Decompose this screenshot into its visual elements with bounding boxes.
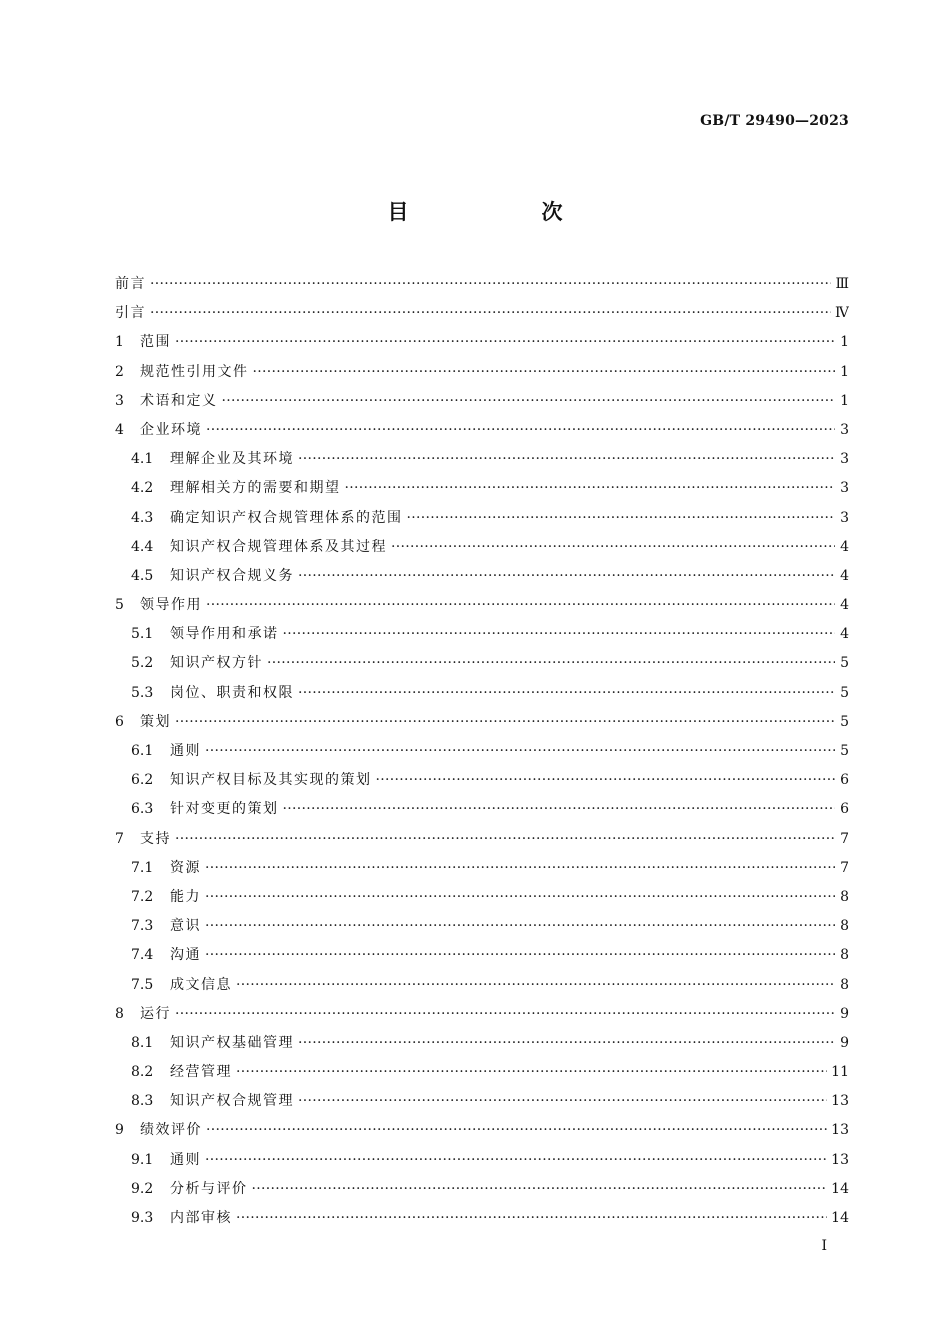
toc-entry-page: 8 [840,947,849,964]
toc-entry-label: 术语和定义 [140,392,218,409]
toc-entry-number: 8.2 [131,1064,154,1081]
toc-dot-leader [150,299,831,328]
toc-dot-leader [222,387,836,416]
toc-entry-number: 7.3 [131,918,154,935]
toc-entry-page: 5 [840,684,849,701]
toc-entry[interactable] [115,445,849,474]
toc-dot-leader [376,766,836,795]
toc-entry-number: 7.1 [131,859,154,876]
toc-entry[interactable] [115,416,849,445]
toc-entry-page: 11 [831,1064,849,1081]
toc-entry-label: 运行 [140,1005,171,1022]
toc-entry-number: 3 [115,392,124,409]
toc-entry-label: 分析与评价 [170,1180,248,1197]
toc-dot-leader [283,620,836,649]
toc-dot-leader [205,941,835,970]
toc-entry[interactable] [115,1146,849,1175]
toc-dot-leader [298,1029,835,1058]
toc-entry-page: 3 [840,480,849,497]
toc-entry[interactable] [115,1029,849,1058]
toc-entry-label: 确定知识产权合规管理体系的范围 [170,509,403,526]
toc-entry[interactable] [115,737,849,766]
toc-entry-page: 14 [831,1210,849,1226]
toc-entry-number: 5.1 [131,626,154,643]
toc-entry-label: 通则 [170,743,201,759]
toc-dot-leader [206,416,835,445]
toc-dot-leader [298,1087,827,1116]
toc-entry-page: 5 [840,655,849,672]
toc-entry-label: 规范性引用文件 [140,363,249,380]
toc-entry-label: 经营管理 [170,1064,232,1081]
toc-entry-page: 8 [840,976,849,993]
toc-entry-label: 理解相关方的需要和期望 [170,480,341,497]
toc-entry-page: 4 [840,626,849,643]
toc-entry-label: 知识产权合规管理 [170,1093,294,1110]
toc-dot-leader [236,971,835,1000]
toc-entry[interactable] [115,941,849,970]
toc-entry-page: 1 [840,363,849,380]
toc-entry-page: 13 [831,1122,849,1139]
toc-entry-label: 成文信息 [170,976,232,993]
toc-entry-label: 岗位、职责和权限 [170,684,294,701]
toc-entry-number: 4.5 [131,567,154,584]
toc-entry-number: 4 [115,421,124,438]
toc-entry[interactable] [115,854,849,883]
toc-dot-leader [205,1146,827,1175]
toc-entry-number: 7.2 [131,888,154,905]
toc-entry-label: 知识产权方针 [170,655,263,672]
toc-dot-leader [175,1000,835,1029]
toc-entry-number: 7.4 [131,947,154,964]
toc-entry[interactable] [115,1058,849,1087]
table-of-contents [115,270,849,1233]
toc-dot-leader [298,562,835,591]
toc-entry-label: 资源 [170,859,201,876]
toc-entry-number: 5 [115,597,124,614]
toc-entry-page: 4 [840,597,849,614]
toc-entry-page: 13 [831,1151,849,1168]
toc-entry-label: 引言 [115,305,146,322]
page-number: Ⅰ [821,1238,827,1254]
toc-entry-number: 8 [115,1005,124,1022]
toc-entry[interactable] [115,504,849,533]
toc-entry[interactable] [115,474,849,503]
toc-entry[interactable] [115,387,849,416]
toc-entry-label: 知识产权目标及其实现的策划 [170,772,372,789]
toc-entry-label: 领导作用和承诺 [170,626,279,643]
toc-entry-number: 9.2 [131,1180,154,1197]
toc-entry-label: 能力 [170,888,201,905]
toc-entry-page: 3 [840,451,849,468]
toc-dot-leader [298,445,835,474]
toc-entry-number: 6.1 [131,743,154,759]
toc-dot-leader [345,474,836,503]
toc-entry[interactable] [115,825,849,854]
toc-entry-number: 4.3 [131,509,154,526]
toc-entry-number: 8.1 [131,1034,154,1051]
toc-entry-label: 领导作用 [140,597,202,614]
toc-entry[interactable] [115,766,849,795]
toc-entry-page: 1 [840,334,849,351]
toc-entry-number: 1 [115,334,124,351]
toc-entry-page: 4 [840,538,849,555]
toc-dot-leader [236,1058,827,1087]
toc-entry-label: 通则 [170,1151,201,1168]
toc-entry-page: 3 [840,421,849,438]
toc-entry-page: 1 [840,392,849,409]
toc-entry[interactable] [115,679,849,708]
toc-dot-leader [205,912,835,941]
toc-entry-number: 4.1 [131,451,154,468]
toc-entry-page: 14 [831,1180,849,1197]
toc-entry-number: 7.5 [131,976,154,993]
toc-entry[interactable] [115,620,849,649]
toc-entry-page: 13 [831,1093,849,1110]
toc-dot-leader [298,679,835,708]
toc-entry-label: 知识产权合规义务 [170,567,294,584]
toc-entry-page: 5 [840,713,849,730]
toc-entry[interactable] [115,562,849,591]
toc-entry-page: Ⅳ [835,305,849,322]
toc-dot-leader [206,1116,827,1145]
toc-entry-page: 8 [840,888,849,905]
toc-entry-number: 6.2 [131,772,154,789]
toc-entry[interactable] [115,649,849,678]
toc-dot-leader [175,328,835,357]
page-title: 目 次 [387,200,619,224]
toc-dot-leader [205,883,835,912]
toc-entry[interactable] [115,883,849,912]
toc-entry[interactable] [115,591,849,620]
document-code: GB/T 29490—2023 [700,113,849,129]
toc-entry[interactable] [115,358,849,387]
toc-entry-number: 6.3 [131,801,154,818]
toc-dot-leader [205,854,835,883]
toc-entry[interactable] [115,1204,849,1233]
toc-entry-page: 8 [840,918,849,935]
toc-entry[interactable] [115,971,849,1000]
toc-entry-page: 3 [840,509,849,526]
toc-entry[interactable] [115,1175,849,1204]
toc-entry-page: Ⅲ [835,276,849,292]
toc-entry-number: 9 [115,1122,124,1139]
toc-entry-label: 前言 [115,276,146,292]
toc-dot-leader [236,1204,827,1233]
toc-entry-number: 5.2 [131,655,154,672]
toc-entry[interactable] [115,1000,849,1029]
toc-entry-number: 2 [115,363,124,380]
toc-dot-leader [253,358,836,387]
toc-entry-number: 8.3 [131,1093,154,1110]
toc-entry-number: 5.3 [131,684,154,701]
toc-entry-page: 6 [840,801,849,818]
toc-entry[interactable] [115,328,849,357]
toc-entry-number: 9.3 [131,1210,154,1226]
toc-entry-label: 企业环境 [140,421,202,438]
toc-dot-leader [206,591,835,620]
toc-entry-number: 4.4 [131,538,154,555]
toc-entry[interactable] [115,533,849,562]
toc-dot-leader [205,737,835,766]
toc-entry-page: 9 [840,1005,849,1022]
toc-entry-number: 7 [115,830,124,847]
toc-entry-page: 9 [840,1034,849,1051]
toc-entry-page: 7 [840,859,849,876]
toc-entry-label: 绩效评价 [140,1122,202,1139]
toc-entry-label: 针对变更的策划 [170,801,279,818]
toc-dot-leader [267,649,835,678]
toc-entry[interactable] [115,1087,849,1116]
toc-entry-number: 4.2 [131,480,154,497]
toc-entry-page: 4 [840,567,849,584]
toc-entry-label: 范围 [140,334,171,351]
toc-entry[interactable] [115,270,849,299]
toc-entry-label: 意识 [170,918,201,935]
toc-entry-page: 5 [840,743,849,759]
toc-entry-label: 知识产权合规管理体系及其过程 [170,538,387,555]
toc-dot-leader [150,270,831,299]
toc-entry[interactable] [115,708,849,737]
toc-entry-number: 6 [115,713,124,730]
toc-entry-label: 知识产权基础管理 [170,1034,294,1051]
toc-entry-page: 7 [840,830,849,847]
toc-entry[interactable] [115,299,849,328]
toc-entry-label: 策划 [140,713,171,730]
toc-dot-leader [391,533,835,562]
toc-dot-leader [252,1175,828,1204]
toc-dot-leader [175,708,835,737]
toc-entry[interactable] [115,1116,849,1145]
toc-entry[interactable] [115,912,849,941]
toc-entry[interactable] [115,795,849,824]
toc-dot-leader [407,504,836,533]
toc-entry-label: 支持 [140,830,171,847]
toc-dot-leader [175,825,835,854]
toc-entry-label: 内部审核 [170,1210,232,1226]
toc-entry-number: 9.1 [131,1151,154,1168]
toc-entry-page: 6 [840,772,849,789]
toc-dot-leader [283,795,836,824]
toc-entry-label: 沟通 [170,947,201,964]
toc-entry-label: 理解企业及其环境 [170,451,294,468]
